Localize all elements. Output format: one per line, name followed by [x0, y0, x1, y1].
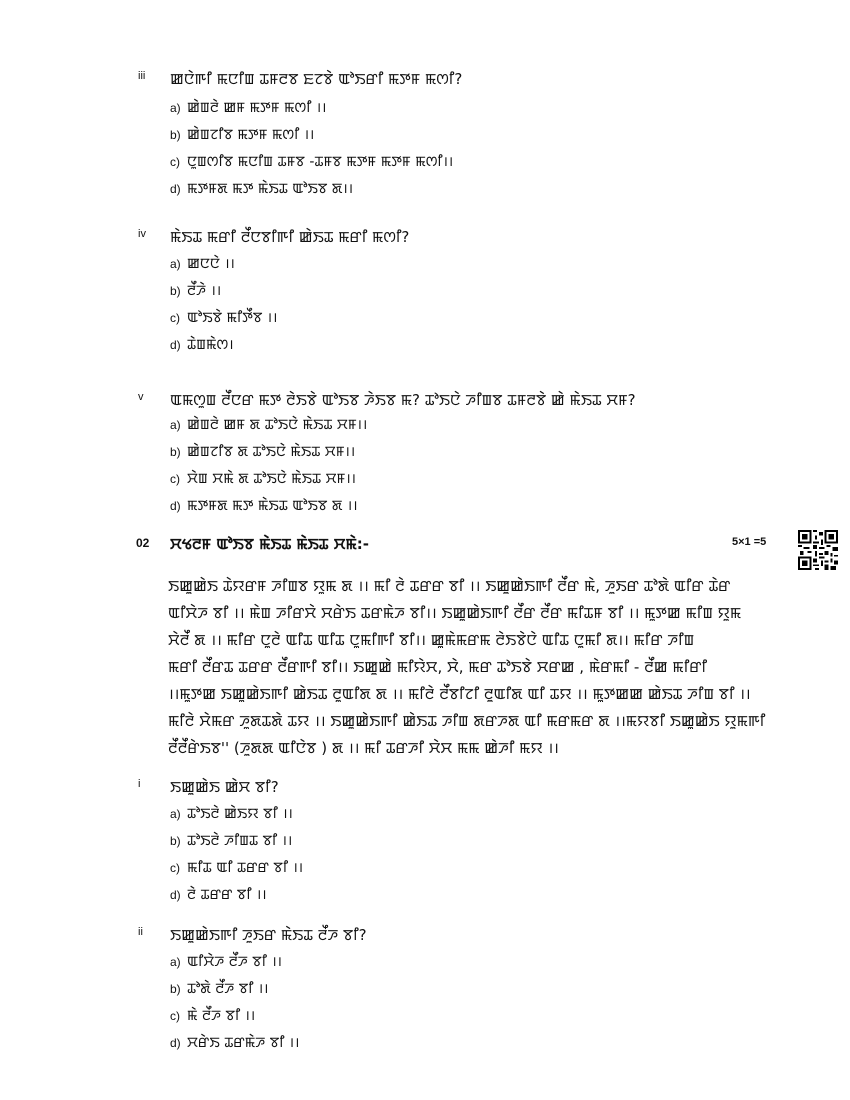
reading-passage — [168, 575, 788, 764]
option-label: d) — [170, 498, 181, 513]
option-c — [170, 465, 367, 492]
option-text: ꯑꯣꯏꯕꯥ ꯃꯤꯇꯩꯕ ।। — [187, 310, 278, 326]
option-label: b) — [170, 127, 181, 142]
option-label: d) — [170, 1035, 181, 1050]
option-label: c) — [170, 310, 180, 325]
passage-line: ꯑꯤꯆꯥꯍ ꯕꯤ ।। ꯃꯥꯡ ꯍꯤꯔꯆꯥ ꯆꯔꯥꯏ ꯊꯔꯃꯥꯍ ꯕꯤ।। ꯏꯀꯨꯀꯥꯏꯒꯤ ꯂꯩꯔ ꯂꯩꯔ ꯃꯤꯊꯝ ꯕꯤ ।। ꯃꯨꯇꯀ ꯃꯤꯡ ꯌꯨꯃ — [168, 604, 742, 622]
option-d — [170, 1029, 299, 1056]
option-d — [170, 881, 303, 908]
question-number: iii — [138, 70, 146, 82]
passage-line: ꯆꯥꯂꯩ ꯗ ।। ꯃꯤꯔ ꯅꯨꯂꯥ ꯑꯤꯊ ꯑꯤꯊ ꯅꯨꯃꯤꯒꯤ ꯕꯤ।। ꯀꯨꯃꯥꯃꯔꯃ ꯂꯥꯏꯕꯥꯅꯥ ꯑꯤꯊ ꯅꯨꯃꯤ ꯗ।। ꯃꯤꯔ ꯍꯤꯡ — [168, 631, 695, 649]
option-b — [170, 277, 277, 304]
question-text: ꯏꯀꯨꯀꯥꯏ ꯀꯥꯆ ꯕꯤ? — [170, 778, 279, 796]
option-b — [170, 438, 367, 465]
option-text: ꯊꯣꯏꯂꯥ ꯍꯤꯡꯊ ꯕꯤ ।। — [187, 833, 293, 849]
options — [170, 94, 453, 202]
passage-line: ।।ꯃꯨꯇꯀ ꯏꯀꯨꯀꯥꯏꯒꯤ ꯀꯥꯏꯊ ꯂꯨꯑꯤꯗ ꯗ ।। ꯃꯤꯂꯥ ꯂꯩꯕꯤꯖꯤ ꯂꯨꯑꯤꯗ ꯑꯤ ꯊꯌ ।। ꯃꯨꯇꯀꯀ ꯀꯥꯏꯊ ꯍꯤꯡ ꯕꯤ ।। — [168, 685, 751, 703]
section-marks: 5×1 =5 — [732, 536, 767, 548]
option-c — [170, 304, 277, 331]
option-text: ꯆꯥꯡ ꯆꯃꯥ ꯗ ꯊꯣꯏꯅꯥ ꯃꯥꯏꯊ ꯆꯝ।। — [187, 471, 356, 487]
option-text: ꯊꯣꯗꯥ ꯂꯩꯍ ꯕꯤ ।। — [187, 981, 269, 997]
passage-line: ꯃꯔꯤ ꯂꯩꯔꯊ ꯊꯔꯔ ꯂꯩꯔꯒꯤ ꯕꯤ।। ꯏꯀꯨꯀꯥ ꯃꯤꯌꯥꯆ, ꯆꯥ, ꯃꯔ ꯊꯣꯏꯕꯥ ꯆꯔꯀ , ꯃꯥꯔꯃꯤ - ꯂꯩꯀ ꯃꯤꯔꯤ — [168, 658, 708, 676]
option-label: a) — [170, 100, 181, 115]
option-label: a) — [170, 806, 181, 821]
question-text: ꯑꯃꯁꯨꯡ ꯂꯩꯅꯔ ꯃꯇ ꯂꯥꯏꯕꯥ ꯑꯣꯏꯕ ꯍꯥꯏꯕ ꯃ? ꯊꯣꯏꯅꯥ ꯍꯤꯡꯕ ꯊꯝꯂꯕꯥ ꯀꯥ ꯃꯥꯏꯊ ꯆꯝ? — [170, 391, 636, 409]
options — [170, 948, 299, 1056]
option-label: c) — [170, 860, 180, 875]
options — [170, 411, 367, 519]
option-label: d) — [170, 887, 181, 902]
question-number: iv — [138, 228, 146, 240]
passage-line: ꯃꯤꯂꯥ ꯆꯥꯃꯔ ꯍꯨꯗꯊꯗꯥ ꯊꯌ ।। ꯏꯀꯨꯀꯥꯏꯒꯤ ꯀꯥꯏꯊ ꯍꯤꯡ ꯗꯔꯍꯗ ꯑꯤ ꯃꯔꯃꯔ ꯗ ।।ꯃꯌꯕꯤ ꯏꯀꯨꯀꯥꯏ ꯌꯨꯃꯒꯤ — [168, 712, 766, 730]
option-text: ꯊꯣꯏꯂꯥ ꯀꯥꯏꯌ ꯕꯤ ।। — [187, 806, 293, 822]
option-label: a) — [170, 417, 181, 432]
question-text: ꯃꯥꯏꯊ ꯃꯔꯤ ꯂꯩꯅꯕꯤꯒꯤ ꯀꯥꯏꯊ ꯃꯔꯤ ꯃꯁꯤ? — [170, 228, 410, 246]
option-c — [170, 148, 453, 175]
option-b — [170, 121, 453, 148]
option-d — [170, 175, 453, 202]
option-text: ꯃꯇꯝꯗ ꯃꯇ ꯃꯥꯏꯊ ꯑꯣꯏꯕ ꯗ।। — [187, 181, 354, 197]
passage-line: ꯂꯩꯂꯩꯔꯥꯏꯕ'' (ꯍꯨꯗꯗ ꯑꯤꯅꯥꯕ ) ꯗ ।। ꯃꯤ ꯊꯔꯍꯤ ꯆꯥꯆ ꯃꯃ ꯀꯥꯍꯤ ꯃꯌ ।। — [168, 739, 559, 757]
option-text: ꯀꯥꯡꯖꯤꯕ ꯃꯇꯝ ꯃꯁꯤ ।। — [187, 127, 315, 143]
option-c — [170, 1002, 299, 1029]
option-a — [170, 948, 299, 975]
option-label: b) — [170, 283, 181, 298]
question-text: ꯀꯅꯥꯒꯤ ꯃꯅꯤꯡ ꯊꯝꯂꯕ ꯐꯖꯕꯥ ꯑꯣꯏꯔꯤ ꯃꯇꯝ ꯃꯁꯤ? — [170, 70, 463, 88]
option-text: ꯃꯥ ꯂꯩꯍ ꯕꯤ ।। — [187, 1008, 256, 1024]
option-a — [170, 800, 303, 827]
option-text: ꯀꯅꯅꯥ ।। — [187, 256, 235, 272]
options — [170, 250, 277, 358]
option-label: a) — [170, 954, 181, 969]
option-text: ꯆꯔꯥꯏ ꯊꯔꯃꯥꯍ ꯕꯤ ।। — [187, 1035, 300, 1051]
option-text: ꯀꯥꯡꯂꯥ ꯀꯝ ꯗ ꯊꯣꯏꯅꯥ ꯃꯥꯏꯊ ꯆꯝ।। — [187, 417, 368, 433]
option-text: ꯊꯥꯡꯃꯥꯁ। — [187, 337, 234, 353]
option-label: b) — [170, 981, 181, 996]
option-label: c) — [170, 1008, 180, 1023]
option-text: ꯂꯥ ꯊꯔꯔ ꯕꯤ ।। — [187, 887, 267, 903]
option-text: ꯀꯥꯡꯖꯤꯕ ꯗ ꯊꯣꯏꯅꯥ ꯃꯥꯏꯊ ꯆꯝ।। — [187, 444, 356, 460]
question-number: i — [138, 778, 141, 790]
option-label: d) — [170, 337, 181, 352]
option-c — [170, 854, 303, 881]
option-d — [170, 492, 367, 519]
option-label: d) — [170, 181, 181, 196]
option-a — [170, 250, 277, 277]
option-text: ꯃꯤꯊ ꯑꯤ ꯊꯔꯔ ꯕꯤ ।। — [187, 860, 304, 876]
option-text: ꯂꯩꯍꯥ ।। — [187, 283, 222, 299]
question-number: v — [138, 391, 144, 403]
section-title: ꯆꯠꯂꯝ ꯑꯣꯏꯕ ꯃꯥꯏꯊ ꯃꯥꯏꯊ ꯆꯃꯥ:- — [170, 535, 369, 553]
option-a — [170, 411, 367, 438]
option-a — [170, 94, 453, 121]
option-b — [170, 975, 299, 1002]
option-d — [170, 331, 277, 358]
section-number: 02 — [136, 536, 150, 550]
options — [170, 800, 303, 908]
option-label: b) — [170, 444, 181, 459]
option-label: a) — [170, 256, 181, 271]
option-label: c) — [170, 471, 180, 486]
question-number: ii — [138, 926, 143, 938]
option-text: ꯃꯇꯝꯗ ꯃꯇ ꯃꯥꯏꯊ ꯑꯣꯏꯕ ꯗ ।। — [187, 498, 358, 514]
option-text: ꯑꯤꯆꯥꯍ ꯂꯩꯍ ꯕꯤ ।। — [187, 954, 282, 970]
option-text: ꯀꯥꯡꯂꯥ ꯀꯝ ꯃꯇꯝ ꯃꯁꯤ ।। — [187, 100, 327, 116]
option-text: ꯅꯨꯡꯁꯤꯕ ꯃꯅꯤꯡ ꯊꯝꯕ -ꯊꯝꯕ ꯃꯇꯝ ꯃꯇꯝ ꯃꯁꯤ।। — [187, 154, 454, 170]
option-b — [170, 827, 303, 854]
question-text: ꯏꯀꯨꯀꯥꯏꯒꯤ ꯍꯨꯏꯔ ꯃꯥꯏꯊ ꯂꯩꯍ ꯕꯤ? — [170, 926, 367, 944]
option-label: c) — [170, 154, 180, 169]
option-label: b) — [170, 833, 181, 848]
qr-code-icon — [798, 530, 838, 570]
passage-line: ꯏꯀꯨꯀꯥꯏ ꯊꯥꯌꯔꯝ ꯍꯤꯡꯕ ꯌꯨꯃ ꯗ ।। ꯃꯤ ꯂꯥ ꯊꯔꯔ ꯕꯤ ।। ꯏꯀꯨꯀꯥꯏꯒꯤ ꯂꯩꯔ ꯃꯥ, ꯍꯨꯏꯔ ꯊꯣꯗꯥ ꯑꯤꯔ ꯊꯥꯔ — [168, 577, 731, 595]
